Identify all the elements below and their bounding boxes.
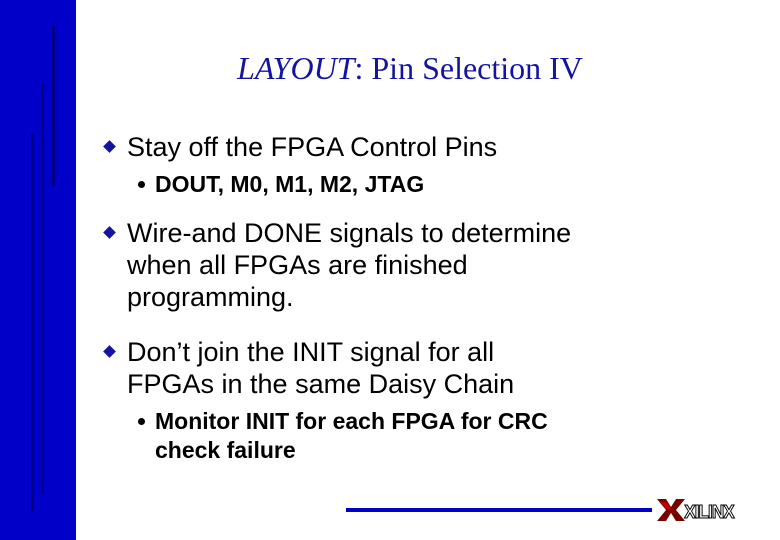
diamond-bullet-icon — [103, 140, 116, 153]
sub-bullet-text: DOUT, M0, M1, M2, JTAG — [155, 171, 425, 197]
dot-bullet-icon — [138, 418, 145, 425]
sub-bullet-text: Monitor INIT for each FPGA for CRC — [155, 408, 548, 434]
bullet-text: when all FPGAs are finished — [127, 250, 468, 280]
decor-line-3 — [31, 133, 34, 511]
slide-title-rest: : Pin Selection IV — [354, 50, 583, 86]
footer-rule — [346, 508, 652, 512]
bullet-text: programming. — [127, 282, 294, 312]
slide-title — [40, 50, 780, 87]
bullet-text: Don’t join the INIT signal for all — [127, 337, 495, 367]
bullet-text: Stay off the FPGA Control Pins — [127, 132, 498, 162]
diamond-bullet-icon — [103, 226, 116, 239]
diamond-bullet-icon — [103, 345, 116, 358]
slide-title-emphasis: LAYOUT — [237, 50, 355, 86]
bullet-text: FPGAs in the same Daisy Chain — [127, 369, 515, 399]
bullet-text: Wire-and DONE signals to determine — [127, 218, 572, 248]
logo-wordmark: XILINX — [684, 502, 734, 522]
sub-bullet-text: check failure — [155, 437, 296, 463]
decor-line-2 — [41, 84, 44, 494]
dot-bullet-icon — [138, 181, 145, 188]
